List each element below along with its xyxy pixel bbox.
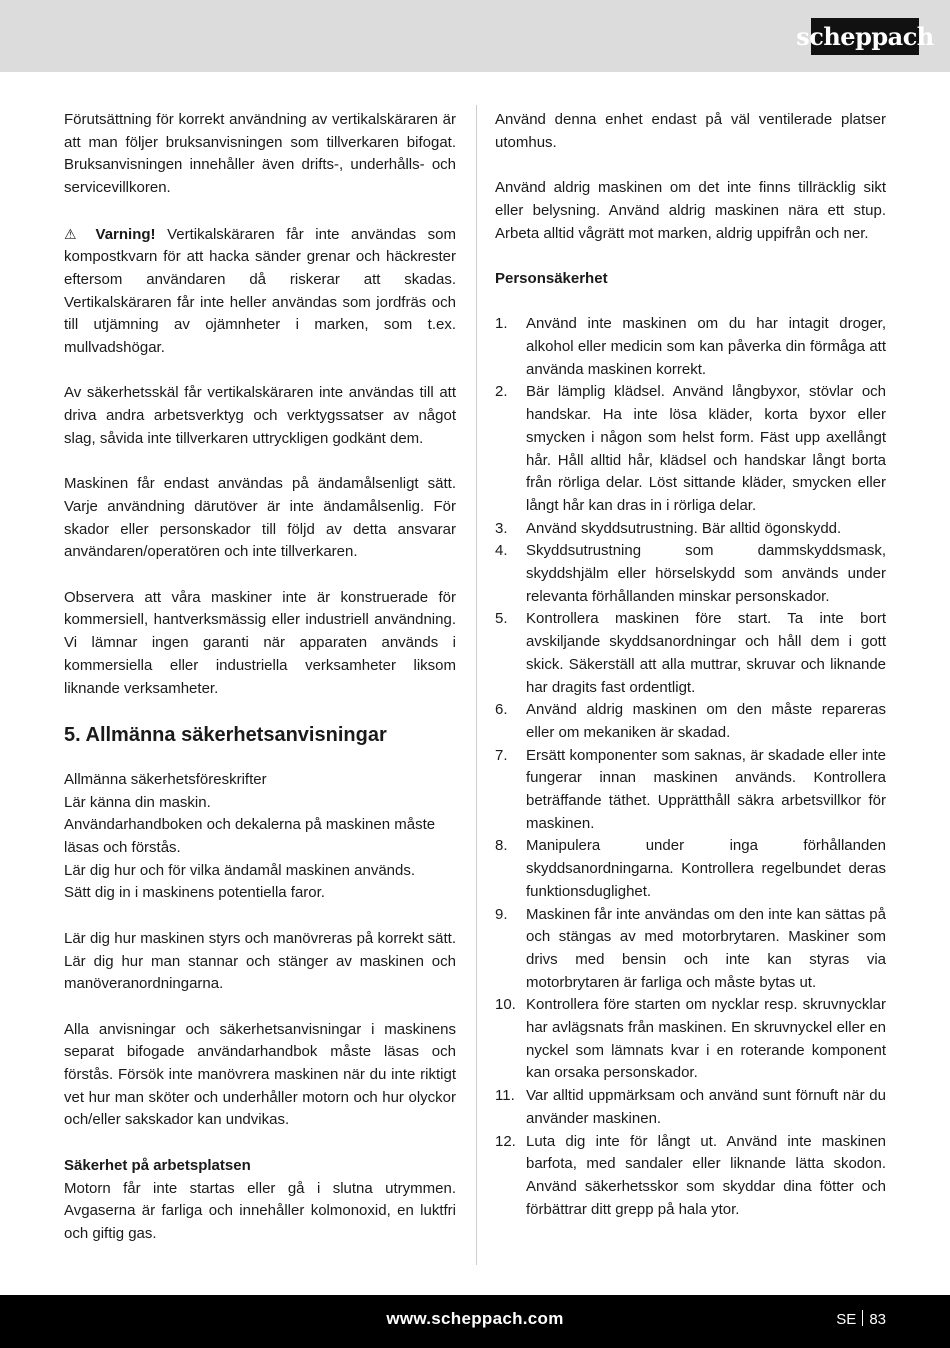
list-item [495,1131,886,1222]
list-item-number: 5. [495,610,508,628]
list-item-text: Skyddsutrustning som dammskyddsmask, skyddshjälm eller hörselskydd som används under relevanta förhållanden minskar personskador. [526,542,886,605]
paragraph-commercial-use: Observera att våra maskiner inte är konstruerade för kommersiell, hantverksmässig eller industriell användning. Vi lämnar ingen garanti när apparaten används i kommersiella eller industriella verksamheter liksom liknande verksamheter. [64,588,456,697]
list-item-text: Luta dig inte för långt ut. Använd inte maskinen barfota, med sandaler eller liknande lätta skodon. Använd säkerhetsskor som skyddar dina fötter och förbättrar ditt grepp på hala ytor. [526,1132,886,1218]
list-item [495,608,886,699]
page-separator [862,1310,863,1326]
list-item-text: Maskinen får inte användas om den inte kan sättas på och stängas av med motorbrytaren. Maskiner som drivs med bensin och inte kan styras via motorbrytaren är farliga och måste bytas ut. [526,905,886,991]
list-item-text: Bär lämplig klädsel. Använd långbyxor, stövlar och handskar. Ha inte lösa kläder, korta byxor eller smycken i någon som helst form. Fäst upp axellångt hår. Håll alltid hår, klädsel och handskar långt borta från rörliga delar. Löst sittande kläder, smycken eller långt hår kan dras in i rörliga delar. [526,383,886,514]
list-item-number: 8. [495,837,508,855]
general-line: Lär känna din maskin. [64,793,211,811]
list-item-number: 3. [495,519,508,537]
general-line: Allmänna säkerhetsföreskrifter [64,770,267,788]
page-number [836,1310,886,1328]
paragraph-safety-reasons: Av säkerhetsskäl får vertikalskäraren inte användas till att driva andra arbetsverktyg och verktygssatser av något slag, såvida inte tillverkaren uttryckligen godkänt dem. [64,384,456,447]
warning-icon: ⚠ [64,225,84,242]
list-item [495,994,886,1085]
list-item [495,381,886,517]
general-line: Lär dig hur och för vilka ändamål maskinen används. [64,861,416,879]
list-item-text: Manipulera under inga förhållanden skyddsanordningarna. Kontrollera regelbundet deras funktionsduglighet. [526,837,886,900]
section-heading: 5. Allmänna säkerhetsanvisningar [64,723,387,746]
list-item-text: Kontrollera maskinen före start. Ta inte bort avskiljande skyddsanordningar och håll dem i gott skick. Säkerställ att alla muttrar, skruvar och liknande har dragits fast ordentligt. [526,610,886,696]
personal-safety-list [495,313,886,1221]
list-item-text: Använd aldrig maskinen om den måste repareras eller om mekaniken är skadad. [526,701,886,741]
paragraph-ventilation: Använd denna enhet endast på väl ventilerade platser utomhus. [495,111,886,151]
list-item-text: Var alltid uppmärksam och använd sunt förnuft när du använder maskinen. [526,1087,886,1127]
list-item [495,904,886,995]
list-item [495,540,886,608]
left-column [64,109,456,1268]
list-item [495,745,886,836]
list-item-number: 1. [495,315,508,333]
workplace-text: Motorn får inte startas eller gå i slutna utrymmen. Avgaserna är farliga och innehåller kolmonoxid, en luktfri och giftig gas. [64,1179,456,1242]
general-line: Användarhandboken och dekalerna på maskinen måste läsas och förstås. [64,816,436,857]
list-item-number: 11. [495,1087,515,1105]
personal-safety-heading: Personsäkerhet [495,269,608,287]
list-item-number: 10. [495,996,516,1014]
general-safety-lines [64,769,456,905]
warning-label: Varning! [95,225,156,243]
list-item-number: 4. [495,542,508,560]
list-item [495,699,886,744]
page-number-value: 83 [869,1311,886,1328]
list-item-number: 9. [495,905,508,923]
list-item-number: 7. [495,746,508,764]
right-column [495,109,886,1221]
paragraph-visibility: Använd aldrig maskinen om det inte finns tillräcklig sikt eller belysning. Använd aldrig maskinen nära ett stup. Arbeta alltid vågrätt mot marken, aldrig uppifrån och ner. [495,179,886,242]
paragraph-proper-use: Maskinen får endast användas på ändamålsenligt sätt. Varje användning därutöver är inte ändamålsenlig. För skador eller personskador till följd av detta ansvarar användaren/operatören och inte tillverkaren. [64,475,456,561]
general-line: Sätt dig in i maskinens potentiella faror. [64,884,325,902]
column-divider [476,105,477,1265]
paragraph-intended-use: Förutsättning för korrekt användning av vertikalskäraren är att man följer bruksanvisningen som tillverkaren bifogat. Bruksanvisningen innehåller även drifts-, underhålls- och servicevillkoren. [64,111,456,197]
language-code: SE [836,1311,857,1328]
list-item [495,313,886,381]
page-footer [0,1295,950,1348]
list-item-text: Kontrollera före starten om nycklar resp. skruvnycklar har avlägsnats från maskinen. En skruvnyckel eller en nyckel som lämnats kvar i en roterande komponent kan orsaka personskador. [526,996,886,1082]
list-item [495,835,886,903]
list-item [495,1085,886,1130]
list-item-number: 6. [495,701,508,719]
paragraph-instructions: Alla anvisningar och säkerhetsanvisningar i maskinens separat bifogade användarhandbok måste läsas och förstås. Försök inte manövrera maskinen när du inte riktigt vet hur man sköter och underhåller motorn och hur olyckor och/eller sakskador kan undvikas. [64,1020,456,1129]
warning-paragraph [64,223,456,360]
page-header [0,0,950,72]
warning-text: Vertikalskäraren får inte användas som kompostkvarn för att hacka sänder grenar och häckrester eftersom användaren då riskerar att skadas. Vertikalskäraren får inte heller användas som jordfräs och till utjämning av ojämnheter i marken, som t.ex. mullvadshögar. [64,225,457,357]
list-item-text: Använd skyddsutrustning. Bär alltid ögonskydd. [526,519,842,537]
paragraph-controls: Lär dig hur maskinen styrs och manövreras på korrekt sätt. Lär dig hur man stannar och stänger av maskinen och manöveranordningarna. [64,929,456,993]
list-item-number: 2. [495,383,508,401]
brand-logo: scheppach [811,18,919,55]
list-item-text: Ersätt komponenter som saknas, är skadade eller inte fungerar innan maskinen används. Kontrollera beträffande täthet. Upprätthåll säkra arbetsvillkor för maskinen. [526,746,886,832]
list-item [495,518,886,541]
list-item-text: Använd inte maskinen om du har intagit droger, alkohol eller medicin som kan påverka din förmåga att använda maskinen korrekt. [526,315,886,378]
list-item-number: 12. [495,1132,516,1150]
workplace-heading: Säkerhet på arbetsplatsen [64,1156,251,1174]
website-link[interactable]: www.scheppach.com [386,1309,564,1328]
